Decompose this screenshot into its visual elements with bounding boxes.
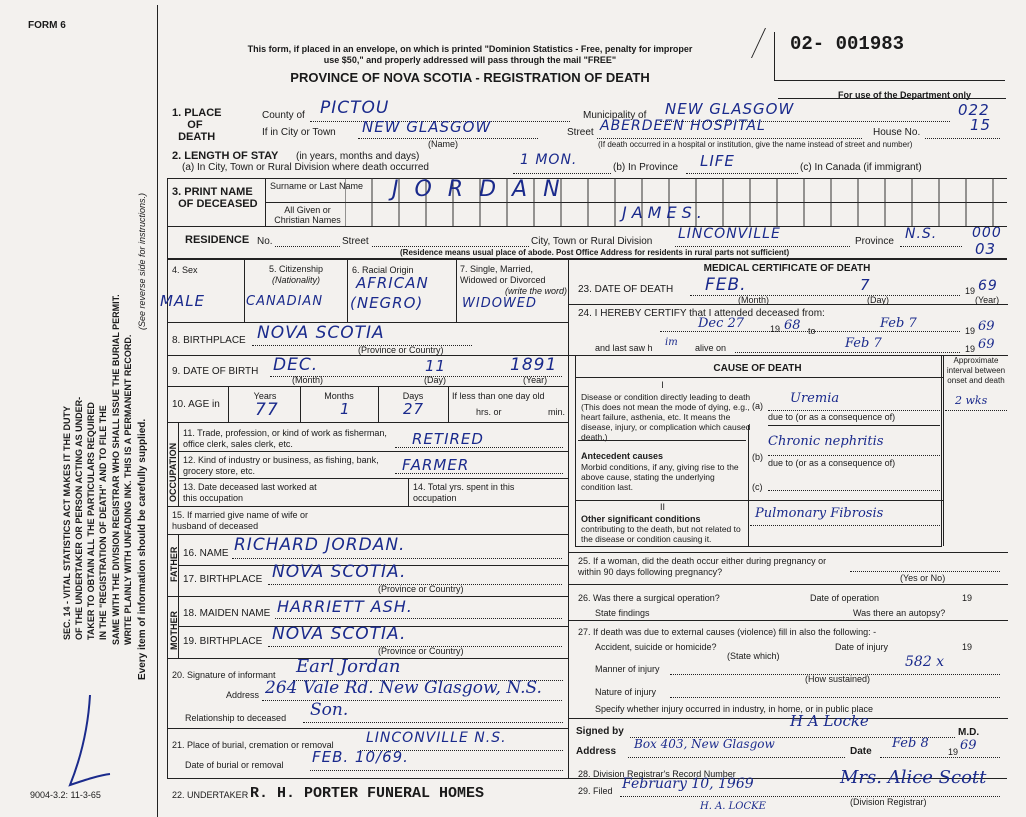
cert-date-value: Feb 8 xyxy=(892,736,929,751)
q27-label: 27. If death was due to external causes (violence) fill in also the following: - xyxy=(578,627,877,637)
dept-use-label: For use of the Department only xyxy=(838,90,972,100)
informant-sig-label: 20. Signature of informant xyxy=(172,670,276,680)
registrar-label: (Division Registrar) xyxy=(850,797,927,807)
municipality-value: NEW GLASGOW xyxy=(665,100,795,118)
nature-label: Nature of injury xyxy=(595,687,657,697)
race-value-2: (NEGRO) xyxy=(350,294,424,312)
dob-day-label: (Day) xyxy=(424,375,446,385)
other-value: Pulmonary Fibrosis xyxy=(755,506,884,521)
stay-c-label: (c) In Canada (if immigrant) xyxy=(800,162,922,173)
informant-signature: Earl Jordan xyxy=(296,656,401,677)
age-label: 10. AGE in xyxy=(172,399,220,410)
interval-a-value: 2 wks xyxy=(955,394,988,407)
dod-month-label: (Month) xyxy=(738,295,770,305)
stay-a-value: 1 MON. xyxy=(520,152,578,168)
code-1: 022 xyxy=(958,101,990,119)
alive-on-label: alive on xyxy=(695,343,727,353)
cause-b-label: (b) xyxy=(752,452,763,462)
column-divider xyxy=(568,258,569,778)
citizenship-value: CANADIAN xyxy=(246,294,324,309)
sex-value: MALE xyxy=(160,292,206,310)
attend-to: Feb 7 xyxy=(880,316,917,331)
surname-label: Surname or Last Name xyxy=(270,181,364,191)
burial-place-value: LINCONVILLE N.S. xyxy=(366,730,507,746)
to-label: to xyxy=(808,326,816,336)
op-date-label: Date of operation xyxy=(810,593,880,603)
from-year: 68 xyxy=(784,318,801,333)
side-text-8: (See reverse side for instructions.) xyxy=(137,192,147,330)
marital-label: 7. Single, Married, Widowed or Divorced xyxy=(460,264,546,285)
father-bp-value: NOVA SCOTIA. xyxy=(272,562,407,582)
q24-label: 24. I HEREBY CERTIFY that I attended deceased from: xyxy=(578,308,825,319)
age-years-value: 77 xyxy=(255,400,279,420)
father-bp-label: 17. BIRTHPLACE xyxy=(183,574,263,585)
roman-2: II xyxy=(659,502,665,512)
mother-maiden-value: HARRIETT ASH. xyxy=(277,597,413,616)
q29-label: 29. Filed xyxy=(578,786,613,796)
length-sub: (in years, months and days) xyxy=(296,151,420,162)
where-label: Specify whether injury occurred in industry, in home, or in public place xyxy=(595,704,873,714)
father-bp-sub: (Province or Country) xyxy=(378,584,464,594)
last-saw-date: Feb 7 xyxy=(845,336,882,351)
race-value-1: AFRICAN xyxy=(356,274,429,292)
birthplace-value: NOVA SCOTIA xyxy=(257,323,385,343)
father-name-value: RICHARD JORDAN. xyxy=(234,535,406,555)
street-label: Street xyxy=(567,127,594,138)
medical-header: MEDICAL CERTIFICATE OF DEATH xyxy=(703,263,871,274)
cert-year: 69 xyxy=(960,738,977,753)
months-label: Months xyxy=(324,391,354,401)
days-label: Days xyxy=(402,391,424,401)
relationship-label: Relationship to deceased xyxy=(185,713,287,723)
municipality-label: Municipality of xyxy=(583,110,647,121)
form-code: 9004-3.2: 11-3-65 xyxy=(30,790,101,800)
street-value: ABERDEEN HOSPITAL xyxy=(600,118,766,134)
dod-day: 7 xyxy=(860,276,871,294)
signed-by-label: Signed by xyxy=(576,726,624,737)
father-name-label: 16. NAME xyxy=(183,548,229,559)
side-text-1: SEC. 14 - VITAL STATISTICS ACT MAKES IT THE DUTY xyxy=(62,405,72,640)
op-year-pre: 19 xyxy=(962,593,973,603)
md-label: M.D. xyxy=(958,727,980,738)
city-value: NEW GLASGOW xyxy=(362,118,492,136)
code-4: 03 xyxy=(975,240,997,258)
q28-label: 28. Division Registrar's Record Number xyxy=(578,769,736,779)
mother-side-label: MOTHER xyxy=(169,611,179,650)
accident-label: Accident, suicide or homicide? xyxy=(595,642,717,652)
mother-bp-value: NOVA SCOTIA. xyxy=(272,624,407,644)
state-which-label: (State which) xyxy=(727,651,780,661)
interval-header: Approximate interval between onset and death xyxy=(946,356,1006,385)
undertaker-stamp: R. H. PORTER FUNERAL HOMES xyxy=(250,785,485,802)
last-saw-label: and last saw h xyxy=(595,343,653,353)
last-year: 69 xyxy=(978,337,995,352)
q15-label: 15. If married give name of wife or husband of deceased xyxy=(172,510,309,531)
county-value: PICTOU xyxy=(320,98,390,118)
marital-value: WIDOWED xyxy=(462,296,538,311)
residence-no-label: No. xyxy=(257,236,273,247)
age-days-value: 27 xyxy=(403,400,425,418)
given-names-label: All Given or Christian Names xyxy=(274,205,341,225)
burial-date-label: Date of burial or removal xyxy=(185,760,284,770)
record-number: 02- 001983 xyxy=(790,33,905,55)
cause-a-value: Uremia xyxy=(790,391,840,406)
form-title: PROVINCE OF NOVA SCOTIA - REGISTRATION OF DEATH xyxy=(290,70,650,85)
q11-value: RETIRED xyxy=(412,430,484,448)
side-text-2: OF THE UNDERTAKER OR PERSON ACTING AS UNDER- xyxy=(74,396,84,640)
years-label: Years xyxy=(253,391,277,401)
signed-by-value: H A Locke xyxy=(790,712,869,730)
relationship-value: Son. xyxy=(310,700,349,720)
q23-label: 23. DATE OF DEATH xyxy=(578,284,674,295)
residence-street-label: Street xyxy=(342,236,369,247)
dob-month: DEC. xyxy=(273,355,319,375)
cause-a-label: (a) xyxy=(752,401,763,411)
last-year-pre: 19 xyxy=(965,344,976,354)
hospital-note: (If death occurred in a hospital or institution, give the name instead of street and number) xyxy=(598,140,913,149)
findings-label: State findings xyxy=(595,608,650,618)
due-a-label: due to (or as a consequence of) xyxy=(768,412,896,422)
race-label: 6. Racial Origin xyxy=(352,265,414,275)
other-label: Other significant conditions xyxy=(581,514,701,524)
how-sustained-label: (How sustained) xyxy=(805,674,871,684)
burial-place-label: 21. Place of burial, cremation or removal xyxy=(172,740,334,750)
code-3: 000 xyxy=(972,225,1002,241)
registrar-signature: Mrs. Alice Scott xyxy=(840,767,987,788)
q11-label: 11. Trade, profession, or kind of work as fisherman, office clerk, sales clerk, etc. xyxy=(183,428,387,449)
burial-date-value: FEB. 10/69. xyxy=(312,748,409,766)
residence-label: RESIDENCE xyxy=(185,234,250,246)
cause-b-value: Chronic nephritis xyxy=(768,434,884,449)
county-label: County of xyxy=(262,110,305,121)
dod-year: 69 xyxy=(978,278,998,294)
q26-label: 26. Was there a surgical operation? xyxy=(578,593,720,603)
citizenship-label: 5. Citizenship xyxy=(268,264,324,274)
dod-day-label: (Day) xyxy=(867,295,889,305)
dob-label: 9. DATE OF BIRTH xyxy=(172,366,259,377)
less-than-day-label: If less than one day old xyxy=(452,391,545,401)
bottom-name: H. A. LOCKE xyxy=(700,801,766,812)
informant-address: 264 Vale Rd. New Glasgow, N.S. xyxy=(265,678,542,698)
birthplace-sub: (Province or Country) xyxy=(358,345,444,355)
residence-province-value: N.S. xyxy=(905,226,938,242)
dod-month: FEB. xyxy=(705,275,747,295)
physician-address-label: Address xyxy=(576,746,617,757)
age-months-value: 1 xyxy=(340,400,351,418)
code-2: 15 xyxy=(970,116,992,134)
filed-date: February 10, 1969 xyxy=(622,776,754,792)
antecedent-label: Antecedent causes xyxy=(581,451,664,461)
citizenship-sub: (Nationality) xyxy=(271,275,320,285)
q25-label: 25. If a woman, did the death occur either during pregnancy or within 90 days following pregnancy? xyxy=(578,556,827,577)
hrs-label: hrs. or xyxy=(476,407,502,417)
length-of-stay-label: 2. LENGTH OF STAY xyxy=(172,150,279,162)
mother-maiden-label: 18. MAIDEN NAME xyxy=(183,608,271,619)
side-text-5: SAME WITH THE DIVISION REGISTRAR WHO SHALL ISSUE THE BURIAL PERMIT. xyxy=(111,294,121,645)
cert-year-pre: 19 xyxy=(948,747,959,757)
last-saw-mid: im xyxy=(665,337,678,348)
physician-address-value: Box 403, New Glasgow xyxy=(634,737,775,751)
given-names-value: JAMES. xyxy=(622,203,707,222)
side-text-6: WRITE PLAINLY WITH UNFADING INK. THIS IS A PERMANENT RECORD. xyxy=(123,334,133,645)
informant-address-label: Address xyxy=(226,690,260,700)
sex-label: 4. Sex xyxy=(172,265,198,275)
surname-value: JORDAN xyxy=(392,177,576,202)
cause-header: CAUSE OF DEATH xyxy=(713,363,802,374)
injury-date-label: Date of injury xyxy=(835,642,889,652)
envelope-note-1: This form, if placed in an envelope, on which is printed "Dominion Statistics - Free, penalty for improper xyxy=(247,44,693,54)
residence-province-label: Province xyxy=(855,236,894,247)
residence-note: (Residence means usual place of abode. Post Office Address for residents in rural parts not sufficient) xyxy=(400,248,790,257)
q12-value: FARMER xyxy=(402,456,470,474)
side-text-3: TAKER TO OBTAIN ALL THE PARTICULARS REQUIRED xyxy=(86,402,96,640)
attend-from: Dec 27 xyxy=(698,316,745,331)
stay-b-value: LIFE xyxy=(700,152,735,170)
dod-year-pre: 19 xyxy=(965,286,976,296)
manner-code: 582 x xyxy=(905,654,945,670)
city-label: If in City or Town xyxy=(262,127,336,138)
residence-city-value: LINCONVILLE xyxy=(678,226,781,242)
father-side-label: FATHER xyxy=(169,546,179,582)
stay-b-label: (b) In Province xyxy=(613,162,679,173)
other-sub: contributing to the death, but not related to the disease or condition causing it. xyxy=(581,524,741,544)
birthplace-label: 8. BIRTHPLACE xyxy=(172,335,246,346)
house-label: House No. xyxy=(873,127,921,138)
q13-label: 13. Date deceased last worked at this occupation xyxy=(183,482,317,503)
cert-date-label: Date xyxy=(850,746,872,757)
print-name-label: 3. PRINT NAME OF DECEASED xyxy=(172,186,258,210)
injury-year-pre: 19 xyxy=(962,642,973,652)
dob-year-label: (Year) xyxy=(523,375,548,385)
marital-sub: (write the word) xyxy=(505,286,568,296)
undertaker-label: 22. UNDERTAKER xyxy=(172,790,249,800)
form-id: FORM 6 xyxy=(28,20,66,31)
manner-label: Manner of injury xyxy=(595,664,660,674)
stay-a-label: (a) In City, Town or Rural Division where death occurred xyxy=(182,162,429,173)
dob-day: 11 xyxy=(425,357,447,375)
q12-label: 12. Kind of industry or business, as fishing, bank, grocery store, etc. xyxy=(183,455,379,476)
disease-label: Disease or condition directly leading to death (This does not mean the mode of dying, e.g., heart failure, asthenia, etc. It means the disease, injury, or complication which caused death.) xyxy=(581,392,751,442)
mother-bp-label: 19. BIRTHPLACE xyxy=(183,636,263,647)
autopsy-label: Was there an autopsy? xyxy=(853,608,946,618)
roman-1: I xyxy=(661,380,664,390)
envelope-note-2: use $50," and properly addressed will pass through the mail "FREE" xyxy=(323,55,617,65)
side-text-7: Every item of information should be carefully supplied. xyxy=(137,418,148,680)
city-name-label: (Name) xyxy=(428,139,459,149)
side-text-4: IN THE "REGISTRATION OF DEATH" AND TO FILE THE xyxy=(98,405,108,640)
dob-year: 1891 xyxy=(510,355,558,375)
min-label: min. xyxy=(548,407,566,417)
occupation-side-label: OCCUPATION xyxy=(168,442,178,502)
place-of-death-label: 1. PLACE OF DEATH xyxy=(172,107,222,143)
mother-bp-sub: (Province or Country) xyxy=(378,646,464,656)
dob-month-label: (Month) xyxy=(292,375,324,385)
from-year-pre: 19 xyxy=(770,324,781,334)
due-b-label: due to (or as a consequence of) xyxy=(768,458,896,468)
antecedent-sub: Morbid conditions, if any, giving rise to the above cause, stating the underlying condition last. xyxy=(581,462,739,492)
initials-signature xyxy=(50,690,130,800)
residence-city-label: City, Town or Rural Division xyxy=(531,236,653,247)
to-year-pre: 19 xyxy=(965,326,976,336)
dod-year-label: (Year) xyxy=(975,295,1000,305)
yes-no-label: (Yes or No) xyxy=(900,573,946,583)
q14-label: 14. Total yrs. spent in this occupation xyxy=(413,482,515,503)
cause-c-label: (c) xyxy=(752,482,763,492)
to-year: 69 xyxy=(978,319,995,334)
